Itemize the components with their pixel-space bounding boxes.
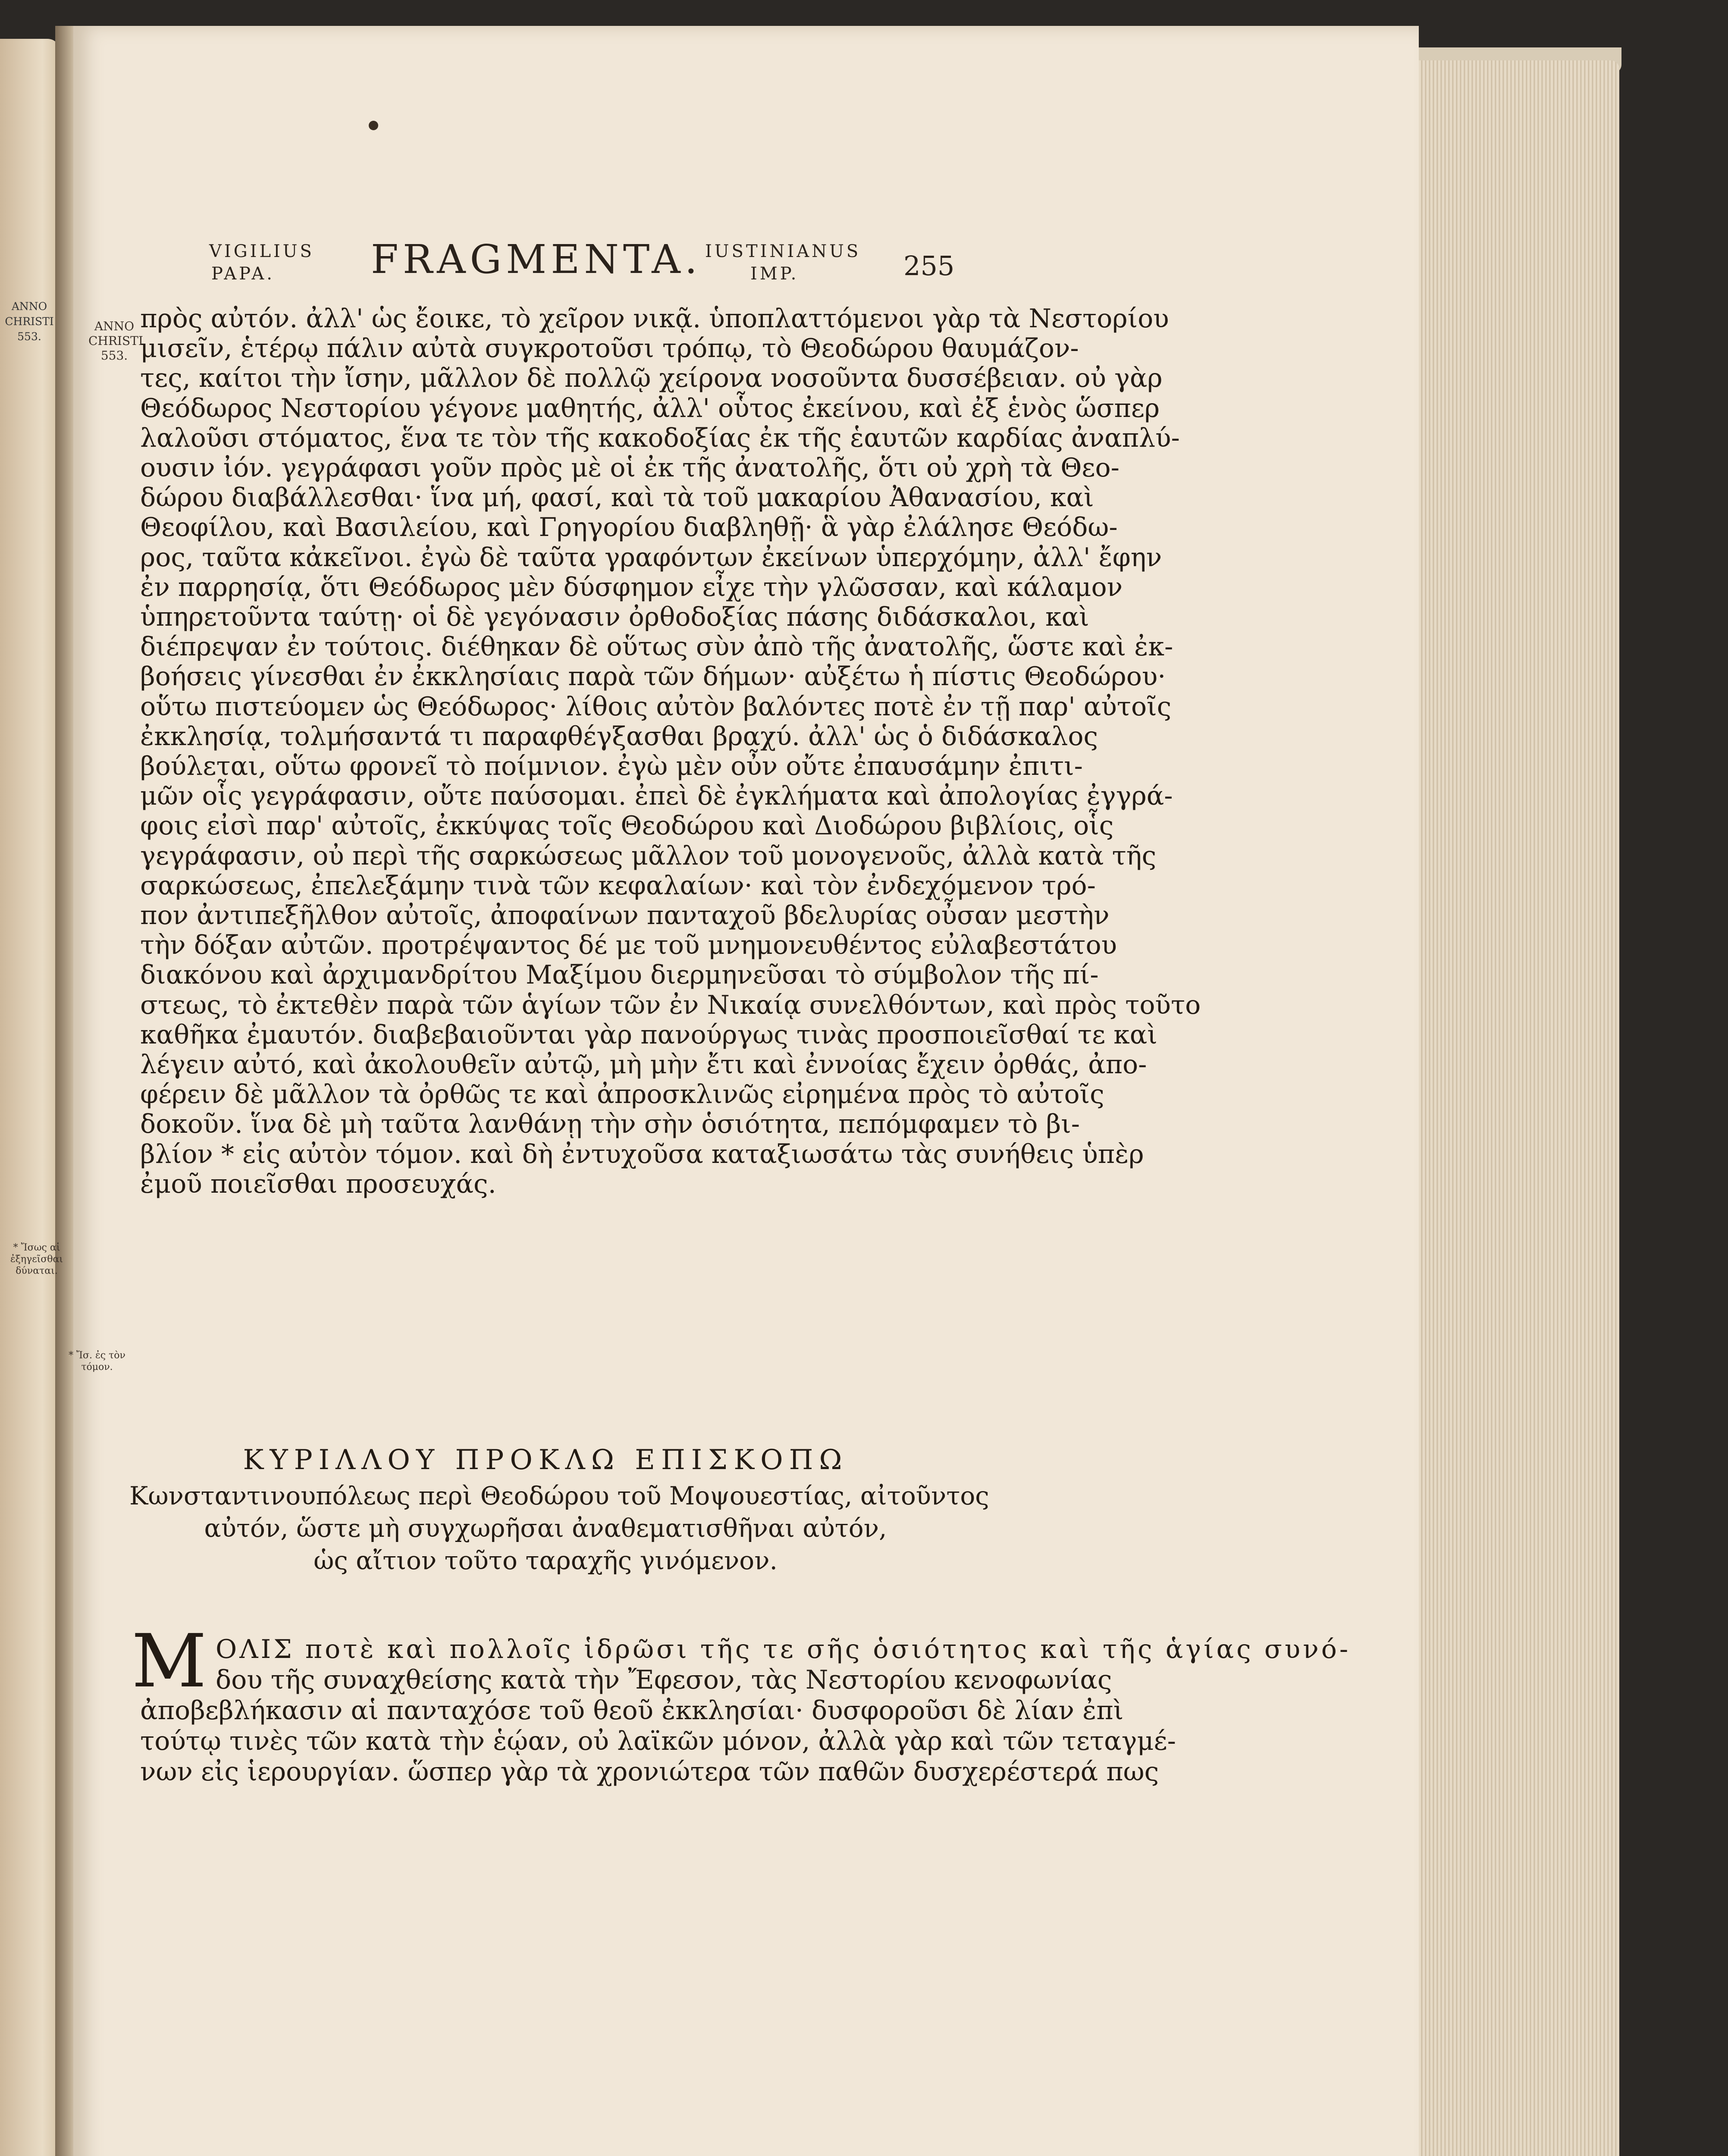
running-head-right-bottom: IMP. [750,264,799,284]
previous-page-edge [0,39,60,2156]
text-line: γεγράφασιν, οὐ περὶ τῆς σαρκώσεως μᾶλλον τοῦ μονογενοῦς, ἀλλὰ κατὰ τῆς [140,840,1157,871]
side-note-2 [65,1350,129,1373]
margin-year: 553. [100,348,128,363]
side-note-2-line2: τόμον. [81,1362,113,1373]
text-line: καθῆκα ἐμαυτόν. διαβεβαιοῦνται γὰρ πανούργως τινὰς προσποιεῖσθαί τε καὶ [140,1019,1157,1050]
paragraph-2 [140,1634,1351,1787]
text-line: στεως, τὸ ἐκτεθὲν παρὰ τῶν ἁγίων τῶν ἐν Νικαίᾳ συνελθόντων, καὶ πρὸς τοῦτο [140,990,1201,1020]
text-line: τες, καίτοι τὴν ἴσην, μᾶλλον δὲ πολλῷ χείρονα νοσοῦντα δυσσέβειαν. οὐ γὰρ [140,363,1163,394]
text-line: ΟΛΙΣ ποτὲ καὶ πολλοῖς ἱδρῶσι τῆς τε σῆς ὁσιότητος καὶ τῆς ἁγίας συνό- [216,1634,1351,1664]
text-line: ουσιν ἰόν. γεγράφασι γοῦν πρὸς μὲ οἱ ἐκ τῆς ἀνατολῆς, ὅτι οὐ χρὴ τὰ Θεο- [140,453,1120,483]
margin-anno: ANNO [94,319,135,333]
side-note-1-line3: δύναται. [16,1266,58,1276]
text-line: σαρκώσεως, ἐπελεξάμην τινὰ τῶν κεφαλαίων· καὶ τὸν ἐνδεχόμενον τρό- [140,870,1096,901]
text-line: βούλεται, οὕτω φρονεῖ τὸ ποίμνιον. ἐγὼ μὲν οὖν οὔτε ἐπαυσάμην ἐπιτι- [140,751,1083,782]
heading-line-2: Κωνσταντινουπόλεως περὶ Θεοδώρου τοῦ Μοψουεστίας, αἰτοῦντος [129,1481,989,1510]
text-line: ἐκκλησίᾳ, τολμήσαντά τι παραφθέγξασθαι βραχύ. ἀλλ' ὡς ὁ διδάσκαλος [140,721,1098,752]
side-note-2-line1: * Ἴσ. ἐς τὸν [69,1350,125,1361]
text-line: λέγειν αὐτό, καὶ ἀκολουθεῖν αὐτῷ, μὴ μὴν ἔτι καὶ ἐννοίας ἔχειν ὀρθάς, ἀπο- [140,1050,1147,1080]
text-line: μῶν οἷς γεγράφασιν, οὔτε παύσομαι. ἐπεὶ δὲ ἐγκλήματα καὶ ἀπολογίας ἐγγρά- [140,781,1173,812]
text-line: μισεῖν, ἑτέρῳ πάλιν αὐτὰ συγκροτοῦσι τρόπῳ, τὸ Θεοδώρου θαυμάζον- [140,333,1079,364]
side-note-1 [0,1242,73,1277]
heading-line-3: αὐτόν, ὥστε μὴ συγχωρῆσαι ἀναθεματισθῆναι αὐτόν, [204,1514,887,1543]
text-line: βλίον * εἰς αὐτὸν τόμον. καὶ δὴ ἐντυχοῦσα καταξιωσάτω τὰς συνήθεις ὑπὲρ [140,1139,1144,1169]
running-head-right-top: IUSTINIANUS [705,241,861,261]
text-line: Θεοφίλου, καὶ Βασιλείου, καὶ Γρηγορίου διαβληθῇ· ἃ γὰρ ἐλάλησε Θεόδω- [140,512,1118,543]
ink-spot [369,121,378,130]
drop-cap-initial: Μ [132,1619,207,1704]
left-page-margin-year: 553. [17,330,41,343]
page-number: 255 [903,250,955,282]
text-line: δώρου διαβάλλεσθαι· ἵνα μή, φασί, καὶ τὰ τοῦ μακαρίου Ἀθανασίου, καὶ [140,483,1094,513]
text-line: Θεόδωρος Νεστορίου γέγονε μαθητής, ἀλλ' οὗτος ἐκείνου, καὶ ἐξ ἑνὸς ὥσπερ [140,393,1160,423]
text-line: ἐν παρρησίᾳ, ὅτι Θεόδωρος μὲν δύσφημον εἶχε τὴν γλῶσσαν, καὶ κάλαμον [140,572,1123,602]
text-line: οὕτω πιστεύομεν ὡς Θεόδωρος· λίθοις αὐτὸν βαλόντες ποτὲ ἐν τῇ παρ' αὐτοῖς [140,691,1172,722]
side-note-1-line1: * Ἴσως αἱ [13,1242,60,1253]
running-head-left-top: VIGILIUS [209,241,314,261]
text-line: βοήσεις γίνεσθαι ἐν ἐκκλησίαις παρὰ τῶν δήμων· αὐξέτω ἡ πίστις Θεοδώρου· [140,661,1166,692]
section-heading [129,1440,989,1577]
text-line: φέρειν δὲ μᾶλλον τὰ ὀρθῶς τε καὶ ἀπροσκλινῶς εἰρημένα πρὸς τὸ αὐτοῖς [140,1079,1104,1110]
left-page-margin-christi: CHRISTI [5,315,54,328]
text-line: τὴν δόξαν αὐτῶν. προτρέψαντος δέ με τοῦ μνημονευθέντος εὐλαβεστάτου [140,930,1117,961]
text-line: δοκοῦν. ἵνα δὲ μὴ ταῦτα λανθάνῃ τὴν σὴν ὁσιότητα, πεπόμφαμεν τὸ βι- [140,1109,1080,1140]
main-text-block [140,304,1201,1199]
text-line: δου τῆς συναχθείσης κατὰ τὴν Ἔφεσον, τὰς Νεστορίου κενοφωνίας [216,1665,1112,1695]
text-line: ἐμοῦ ποιεῖσθαι προσευχάς. [140,1169,496,1199]
text-line: φοις εἰσὶ παρ' αὐτοῖς, ἐκκύψας τοῖς Θεοδώρου καὶ Διοδώρου βιβλίοις, οἷς [140,811,1114,841]
text-line: ρος, ταῦτα κἀκεῖνοι. ἐγὼ δὲ ταῦτα γραφόντων ἐκείνων ὑπερχόμην, ἀλλ' ἔφην [140,542,1162,573]
heading-line-4: ὡς αἴτιον τοῦτο ταραχῆς γινόμενον. [314,1546,778,1575]
margin-christi: CHRISTI [88,334,143,348]
running-head-title: FRAGMENTA. [371,236,702,282]
text-line: διακόνου καὶ ἀρχιμανδρίτου Μαξίμου διερμηνεῦσαι τὸ σύμβολον τῆς πί- [140,960,1099,990]
text-line: ὑπηρετοῦντα ταύτῃ· οἱ δὲ γεγόνασιν ὀρθοδοξίας πάσης διδάσκαλοι, καὶ [140,602,1089,633]
text-line: διέπρεψαν ἐν τούτοις. διέθηκαν δὲ οὕτως σὺν ἀπὸ τῆς ἀνατολῆς, ὥστε καὶ ἐκ- [140,632,1173,662]
side-note-1-line2: ἐξηγεῖσθαι [10,1254,63,1265]
text-line: πον ἀντιπεξῆλθον αὐτοῖς, ἀποφαίνων πανταχοῦ βδελυρίας οὖσαν μεστὴν [140,900,1110,931]
text-line: τούτῳ τινὲς τῶν κατὰ τὴν ἑῴαν, οὐ λαϊκῶν μόνον, ἀλλὰ γὰρ καὶ τῶν τεταγμέ- [140,1726,1176,1756]
text-line: ἀποβεβλήκασιν αἱ πανταχόσε τοῦ θεοῦ ἐκκλησίαι· δυσφοροῦσι δὲ λίαν ἐπὶ [140,1695,1124,1726]
margin-year-note [88,319,143,363]
heading-line-1: ΚΥΡΙΛΛΟΥ ΠΡΟΚΛΩ ΕΠΙΣΚΟΠΩ [243,1444,848,1476]
running-head-left-bottom: PAPA. [211,264,275,284]
text-line: νων εἰς ἱερουργίαν. ὥσπερ γὰρ τὰ χρονιώτερα τῶν παθῶν δυσχερέστερά πως [140,1757,1159,1787]
page-block-edge [1419,60,1619,2156]
text-line: πρὸς αὐτόν. ἀλλ' ὡς ἔοικε, τὸ χεῖρον νικᾷ. ὑποπλαττόμενοι γὰρ τὰ Νεστορίου [140,304,1169,334]
text-line: λαλοῦσι στόματος, ἕνα τε τὸν τῆς κακοδοξίας ἐκ τῆς ἑαυτῶν καρδίας ἀναπλύ- [140,423,1180,453]
left-page-margin-anno: ANNO [11,300,47,313]
